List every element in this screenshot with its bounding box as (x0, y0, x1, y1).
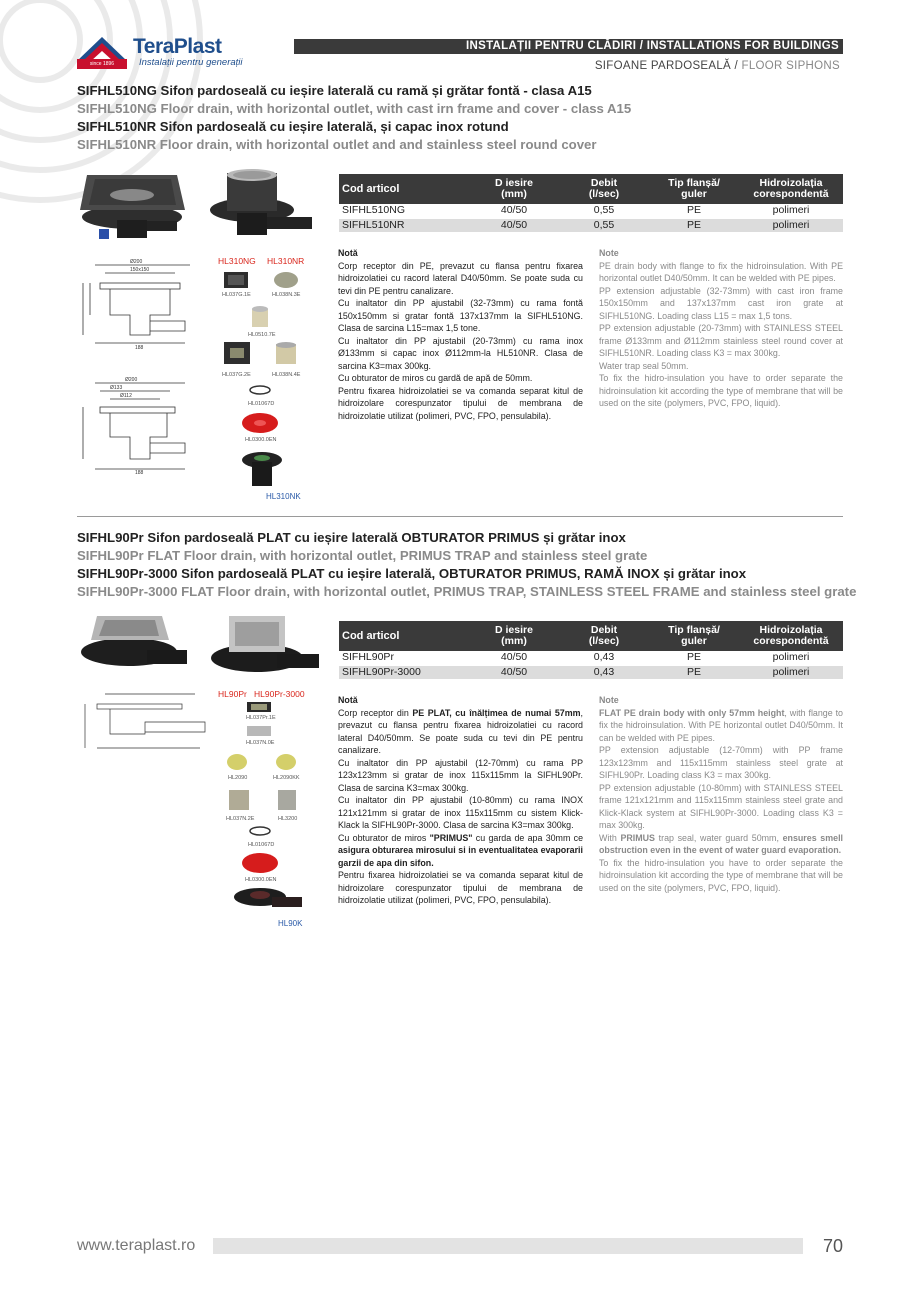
note-paragraph: Pentru fixarea hidroizolatiei se va comanda separat kitul de hidroizolare corespunzator tipului de membrana de hidroizolatie utilizat (polimeri, PVC, FPO, pensulabila). (338, 385, 583, 421)
section1-note-en (599, 247, 843, 410)
dim-label: Ø200 (130, 259, 143, 265)
cell-code: SIFHL510NG (339, 204, 469, 218)
accessory-label: HL037N.0E (246, 740, 275, 746)
subcategory (595, 60, 840, 72)
col-hydro-label: Hidroizolația (759, 624, 823, 636)
table-row (339, 651, 843, 665)
accessory-bottom-label: HL310NK (266, 492, 301, 501)
note-paragraph: Cu obturator de miros cu gardă de apă de 50mm. (338, 373, 533, 383)
red-membrane-icon (240, 851, 280, 875)
accessory-label: HL038N.3E (272, 292, 301, 298)
note-paragraph: PP extension adjustable (10-80mm) with STAINLESS STEEL frame 121x121mm and 115x115mm stainless steel grate and Klick-Klack system at SIFHL90Pr-3000. Loading class K3 = max 300kg. (599, 782, 843, 830)
o-ring-icon (248, 825, 272, 837)
note-heading: Note (599, 695, 619, 705)
accessory-bottom-label: HL90K (278, 919, 303, 928)
steel-sleeve-icon (275, 787, 299, 813)
accessory-label: HL0300.0EN (245, 437, 277, 443)
red-membrane-icon (240, 411, 280, 435)
col-flow (559, 621, 649, 651)
accessory-label: HL037G.2E (222, 372, 251, 378)
accessory-heading: HL310NR (267, 256, 305, 266)
sifhl90pr-photo (77, 610, 192, 675)
sifhl510nr-drawing (75, 375, 195, 475)
cell-flow: 0,43 (559, 651, 649, 665)
note-paragraph (338, 707, 583, 757)
since-badge: since 1896 (77, 59, 127, 69)
section2-title-en-1: SIFHL90Pr FLAT Floor drain, with horizontal outlet, PRIMUS TRAP and stainless steel grate (77, 548, 648, 563)
sifhl90pr-drawing (75, 688, 210, 758)
cell-flange: PE (649, 204, 739, 218)
section2-spec-table (339, 621, 843, 680)
note-text: Corp receptor din (338, 707, 413, 718)
col-flange (649, 174, 739, 204)
accessory-label: HL037G.1E (222, 292, 251, 298)
sifhl90pr-3000-photo (207, 610, 322, 678)
page-number: 70 (822, 1236, 843, 1256)
brand-name: TeraPlast (133, 35, 222, 58)
note-paragraph: To fix the hidro-insulation you have to order separate the hidroinsulation kit according the type of membrane that will be used on the site (polymers, PVC, FPO, liquid). (599, 373, 843, 408)
col-flow-unit: (l/sec) (588, 188, 620, 200)
grate-insert-kk-icon (275, 752, 297, 772)
note-emphasis: PE PLAT, cu înălțimea de numai 57mm (412, 707, 581, 718)
round-steel-cover-icon (272, 270, 300, 290)
subcategory-ro: SIFOANE PARDOSEALĂ / (594, 60, 742, 72)
section1-note-ro (338, 247, 583, 422)
dim-label: Ø112 (120, 393, 132, 399)
note-emphasis: asigura obturarea mirosului si in eventualitatea evaporarii garzii de apa din sifon. (338, 845, 583, 868)
cell-outlet: 40/50 (469, 651, 559, 665)
note-paragraph (338, 832, 583, 870)
note-text: , with flange to fix the hidroinsulation. With PE horizontal outlet D40/50mm. It can be welded with PE pipes. (599, 707, 843, 743)
section2-note-ro (338, 694, 583, 907)
note-paragraph: Corp receptor din PE, prevazut cu flansa pentru fixarea hidroizolatiei cu racord lateral D40/50mm. Se poate suda cu tevi din PE pentru canalizare. (338, 260, 583, 296)
col-flange-label: Tip flanșă/ (668, 624, 720, 636)
note-paragraph: PP extension adjustable (12-70mm) with PP frame 123x123mm and 115x115mm stainless steel grate at SIFHL90Pr. Loading class K3 = max 300kg. (599, 745, 843, 780)
extension-sleeve-icon (248, 305, 272, 329)
section2-title-ro-1: SIFHL90Pr Sifon pardoseală PLAT cu ieșire laterală OBTURATOR PRIMUS și grătar inox (77, 530, 626, 545)
accessory-label: HL2090 (228, 775, 248, 781)
footer-url-link[interactable]: www.teraplast.ro (77, 1237, 196, 1254)
teraplast-logo[interactable] (77, 35, 247, 69)
sifhl510nr-photo (207, 165, 317, 240)
col-outlet-label: D iesire (495, 624, 533, 636)
cell-flow: 0,55 (559, 218, 649, 233)
note-paragraph: PE drain body with flange to fix the hidroinsulation. With PE horizontal outlet D40/50mm. It can be welded with PE pipes. (599, 260, 843, 283)
note-emphasis: ensures smell obstruction even in the event of water guard evaporation. (599, 832, 844, 855)
col-flange (649, 621, 739, 651)
note-paragraph: Cu inaltator din PP ajustabil (12-70mm) cu rama PP 123x123mm si gratar de inox 115x115mm la SIFHL90Pr. Clasa de sarcina K3=max 300kg. (338, 757, 583, 793)
accessory-label: HL037N.2E (226, 816, 255, 822)
col-outlet-label: D iesire (495, 177, 533, 189)
note-paragraph: Cu inaltator din PP ajustabil (20-73mm) cu rama inox Ø133mm si capac inox Ø112mm-la HL510NR. Clasa de sarcina K3=max 300kg. (338, 335, 583, 371)
cell-hydro: polimeri (739, 665, 843, 680)
steel-frame-icon (245, 724, 273, 738)
note-paragraph: PP extension adjustable (32-73mm) with cast iron frame 150x150mm and 137x137mm cast iron grate at SIFHL510NG. Loading class L15 = max 1,5 tons. (599, 285, 843, 321)
col-hydro-label2: corespondentă (753, 635, 829, 647)
accessory-label: HL037Pr.1E (246, 715, 276, 721)
note-text: cu garda de apa 30mm ce (472, 832, 584, 843)
section1-spec-table (339, 174, 843, 233)
col-outlet-unit: (mm) (501, 188, 527, 200)
note-paragraph (599, 832, 843, 857)
note-paragraph (599, 707, 843, 745)
cell-flow: 0,55 (559, 204, 649, 218)
accessory-label: HL3200 (278, 816, 298, 822)
cell-code: SIFHL90Pr (339, 651, 469, 665)
extension-sleeve-icon (226, 787, 252, 813)
cell-code: SIFHL90Pr-3000 (339, 665, 469, 680)
section1-title-ro-2: SIFHL510NR Sifon pardoseală cu ieșire laterală, și capac inox rotund (77, 119, 509, 134)
section1-title-ro-1: SIFHL510NG Sifon pardoseală cu ieșire laterală cu ramă și grătar fontă - clasa A15 (77, 83, 592, 98)
note-paragraph: To fix the hidro-insulation you have to order separate the hidroinsulation kit according the type of membrane that will be used on the site (polymers, PVC, FPO, liquid). (599, 857, 843, 893)
col-flow-label: Debit (590, 177, 618, 189)
section-divider (77, 516, 843, 517)
cast-iron-grate-icon (222, 270, 250, 290)
col-hydro-label: Hidroizolația (759, 177, 823, 189)
accessory-label: HL0300.0EN (245, 877, 277, 883)
table-row (339, 665, 843, 680)
dim-label: Ø133 (110, 385, 123, 391)
steel-sleeve-icon (272, 340, 300, 368)
note-paragraph: PP extension adjustable (20-73mm) with STAINLESS STEEL frame Ø133mm and Ø112mm stainless steel round cover at SIFHL510NR. Loading class K3 = max 300kg. (599, 323, 843, 358)
note-text: trap seal, water guard 50mm, (654, 832, 783, 843)
accessory-heading: HL90Pr-3000 (254, 689, 305, 699)
accessory-heading: HL310NG (218, 256, 256, 266)
section2-title-en-2: SIFHL90Pr-3000 FLAT Floor drain, with horizontal outlet, PRIMUS TRAP, STAINLESS STEEL FRAME and stainless steel grate (77, 584, 857, 599)
note-emphasis: PRIMUS (620, 832, 655, 843)
section1-title-en-1: SIFHL510NG Floor drain, with horizontal outlet, with cast irn frame and cover - class A15 (77, 101, 632, 116)
cell-outlet: 40/50 (469, 204, 559, 218)
subcategory-en: FLOOR SIPHONS (741, 60, 840, 72)
accessory-heading: HL90Pr (218, 689, 247, 699)
cell-flange: PE (649, 665, 739, 680)
col-flange-label: Tip flanșă/ (668, 177, 720, 189)
note-paragraph: Cu inaltator din PP ajustabil (32-73mm) cu rama fontă 150x150mm si gratar fontă 137x137mm la SIFHL510NG. Clasa de sarcina L15=max 1,5 tone. (338, 298, 583, 333)
note-paragraph: Cu inaltator din PP ajustabil (10-80mm) cu rama INOX 121x121mm si gratar de inox 115x115mm cu sistem Klick-Klack la SIFHL90Pr-3000. Clasa de sarcina K3=max 300kg. (338, 795, 583, 830)
table-row (339, 218, 843, 233)
cell-outlet: 40/50 (469, 665, 559, 680)
note-emphasis: "PRIMUS" (429, 832, 473, 843)
cell-hydro: polimeri (739, 651, 843, 665)
col-code: Cod articol (339, 621, 469, 651)
note-paragraph: Water trap seal 50mm. (599, 360, 689, 371)
accessory-label: HL01067D (248, 842, 275, 848)
dim-label: 188 (135, 345, 144, 350)
dim-label: 188 (135, 470, 144, 475)
col-flange-label2: guler (681, 188, 707, 200)
cell-hydro: polimeri (739, 204, 843, 218)
col-outlet (469, 621, 559, 651)
primus-trap-body-icon (232, 885, 304, 917)
cell-hydro: polimeri (739, 218, 843, 233)
cell-outlet: 40/50 (469, 218, 559, 233)
col-flow-label: Debit (590, 624, 618, 636)
grate-insert-icon (226, 752, 248, 772)
note-emphasis: FLAT PE drain body with only 57mm height (599, 707, 785, 718)
brand-tagline: Instalații pentru generații (139, 57, 243, 68)
section2-title-ro-2: SIFHL90Pr-3000 Sifon pardoseală PLAT cu ieșire laterală, OBTURATOR PRIMUS, RAMĂ INOX și grătar inox (77, 566, 747, 581)
col-hydro-label2: corespondentă (753, 188, 829, 200)
note-text: Cu obturator de miros (338, 832, 430, 843)
grate-frame-icon (222, 340, 252, 368)
section2-note-en (599, 694, 843, 894)
note-heading: Notă (338, 695, 358, 705)
col-hydro (739, 621, 843, 651)
note-text: With (599, 832, 621, 843)
col-flange-label2: guler (681, 635, 707, 647)
col-flow-unit: (l/sec) (588, 635, 620, 647)
dim-label: 150x150 (130, 267, 150, 273)
note-heading: Note (599, 248, 619, 258)
cell-flange: PE (649, 218, 739, 233)
accessory-label: HL038N.4E (272, 372, 301, 378)
table-header-row (339, 174, 843, 204)
cell-flange: PE (649, 651, 739, 665)
trap-body-icon (240, 448, 284, 490)
sifhl510ng-photo (77, 165, 192, 240)
sifhl510ng-drawing (75, 255, 195, 350)
footer-bar (213, 1238, 803, 1254)
col-code: Cod articol (339, 174, 469, 204)
accessory-label: HL0510.7E (248, 332, 276, 338)
category-bar: INSTALAȚII PENTRU CLĂDIRI / INSTALLATIONS FOR BUILDINGS (294, 39, 843, 54)
pp-frame-icon (245, 700, 273, 714)
o-ring-icon (248, 384, 272, 396)
dim-label: Ø200 (125, 377, 138, 383)
col-outlet-unit: (mm) (501, 635, 527, 647)
note-heading: Notă (338, 248, 358, 258)
note-paragraph: Pentru fixarea hidroizolatiei se va comanda separat kitul de hidroizolare corespunzator tipului de membrana de hidroizolatie utilizat (polimeri, PVC, FPO, pensulabila). (338, 870, 583, 905)
cell-code: SIFHL510NR (339, 218, 469, 233)
cell-flow: 0,43 (559, 665, 649, 680)
accessory-label: HL01067D (248, 401, 275, 407)
table-row (339, 204, 843, 218)
col-flow (559, 174, 649, 204)
accessory-label: HL2090KK (273, 775, 300, 781)
roof-logo-icon (77, 35, 127, 61)
col-outlet (469, 174, 559, 204)
table-header-row (339, 621, 843, 651)
section1-title-en-2: SIFHL510NR Floor drain, with horizontal outlet and and stainless steel round cover (77, 137, 597, 152)
note-text: , prevazut cu flansa pentru fixarea hidroizolatiei cu racord lateral D40/50mm. Se poate suda cu tevi din PE pentru canalizare. (338, 707, 583, 755)
col-hydro (739, 174, 843, 204)
